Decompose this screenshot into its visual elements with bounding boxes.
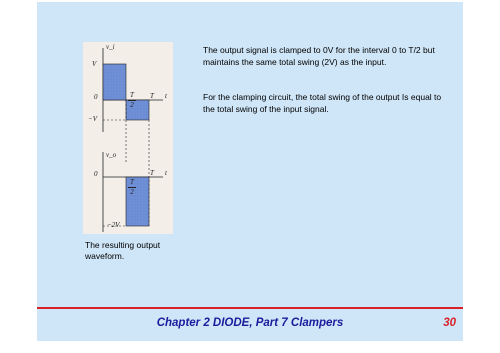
output-half-period-den: 2 — [130, 188, 134, 196]
input-half-period-den: 2 — [130, 101, 134, 109]
input-time-label: t — [165, 92, 167, 100]
input-half-period-label — [128, 92, 136, 109]
input-axis-label: v_i — [106, 43, 115, 51]
output-period-label: T — [150, 169, 154, 177]
input-origin-label: 0 — [94, 93, 98, 101]
output-low-label: −2V — [107, 221, 120, 229]
description-paragraph-2: For the clamping circuit, the total swing of the output Is equal to the total swing of the input signal. — [203, 92, 442, 114]
page-number: 30 — [443, 317, 456, 329]
footer-title: Chapter 2 DIODE, Part 7 Clampers — [156, 317, 344, 329]
input-low-label: −V — [88, 115, 97, 123]
input-period-label: T — [150, 92, 154, 100]
waveform-graphic — [83, 42, 173, 234]
description-paragraph-1: The output signal is clamped to 0V for the interval 0 to T/2 but maintains the same total swing (2V) as the input. — [203, 45, 435, 67]
footer-divider — [37, 307, 463, 309]
waveform-figure — [83, 42, 173, 234]
input-high-label: V — [92, 60, 97, 68]
input-half-period-num: T — [130, 91, 134, 99]
figure-caption: The resulting output waveform. — [85, 240, 161, 261]
input-positive-half — [103, 64, 126, 100]
output-half-period-label — [128, 179, 136, 196]
output-half-period-num: T — [130, 178, 134, 186]
output-axis-label: v_o — [106, 151, 117, 159]
output-origin-label: 0 — [94, 170, 98, 178]
output-time-label: t — [165, 169, 167, 177]
